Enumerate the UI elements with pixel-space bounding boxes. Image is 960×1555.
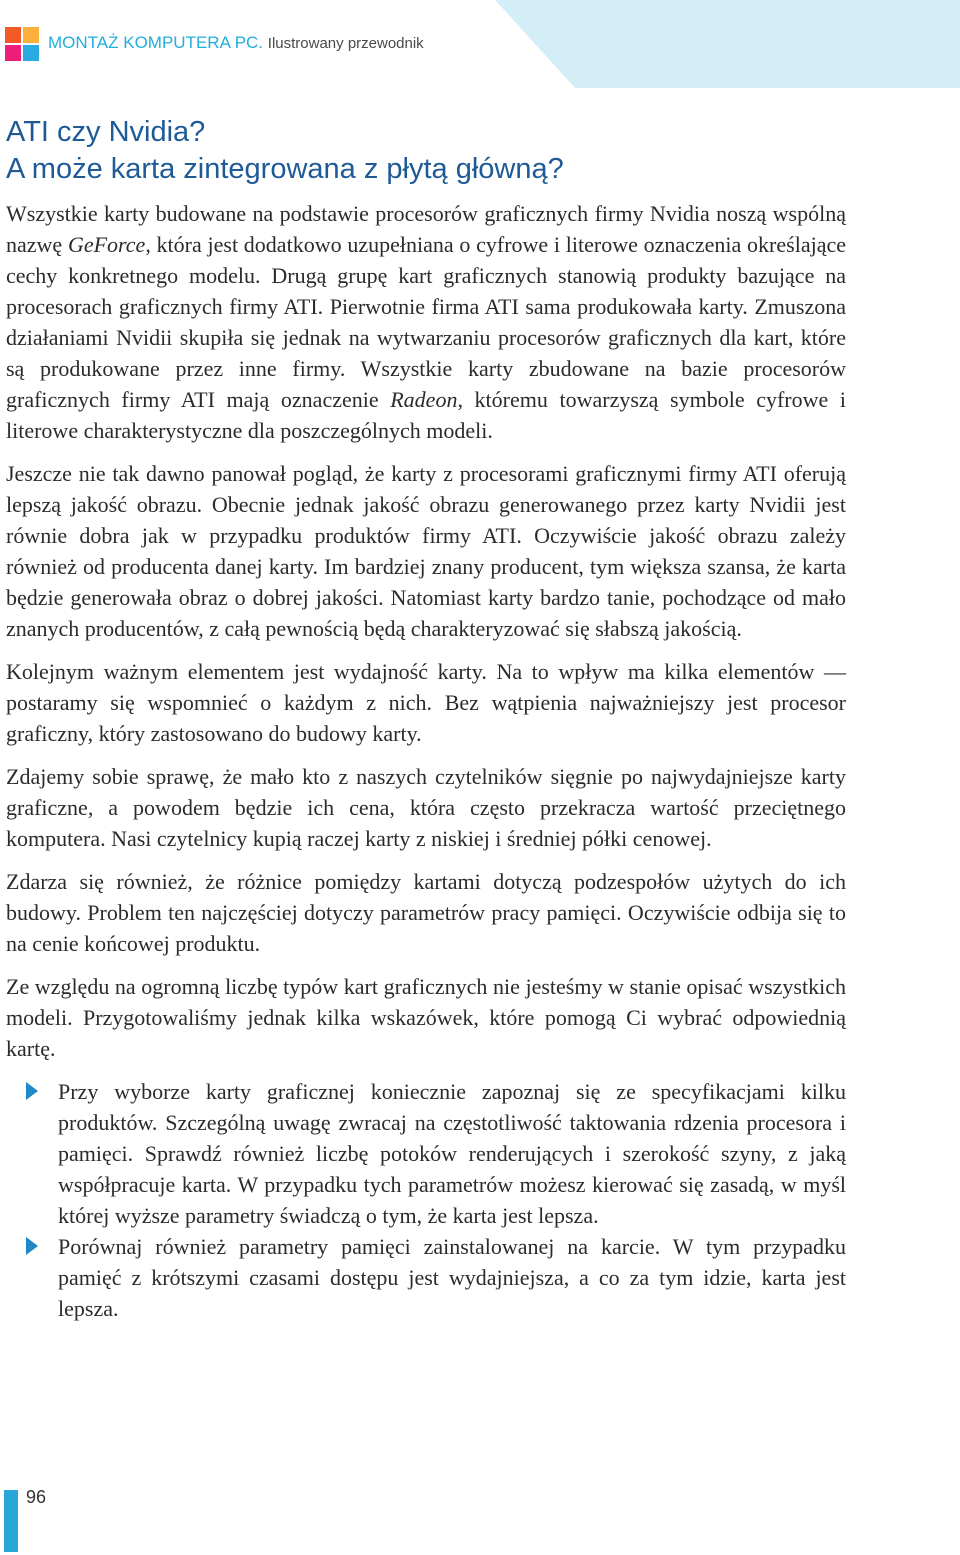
paragraph-3: Kolejnym ważnym elementem jest wydajność karty. Na to wpływ ma kilka elementów — postaramy się wspomnieć o każdym z nich. Bez wątpienia najważniejszy jest procesor graficzny, który zastosowano do budowy karty. [6, 659, 846, 746]
page-header [0, 0, 960, 88]
paragraph-1 [6, 198, 846, 446]
triangle-bullet-icon [26, 1237, 38, 1255]
heading-line-1: ATI czy Nvidia? [6, 116, 206, 148]
section-heading [6, 114, 564, 188]
paragraph-2: Jeszcze nie tak dawno panował pogląd, że karty z procesorami graficznymi firmy ATI oferują lepszą jakość obrazu. Obecnie jednak jakość obrazu generowanego przez karty Nvidii jest równie dobra jak w przypadku produktów firmy ATI. Oczywiście jakość obrazu zależy również od producenta danej karty. Im bardziej znany producent, tym większa szansa, że karta będzie generowała obraz o dobrej jakości. Natomiast karty bardzo tanie, pochodzące od mało znanych producentów, z całą pewnością będą charakteryzować się słabszą jakością. [6, 461, 846, 641]
geforce-term: GeForce [67, 232, 146, 257]
paragraph-4: Zdajemy sobie sprawę, że mało kto z naszych czytelników sięgnie po najwydajniejsze karty graficzne, a powodem będzie ich cena, która często przekracza wartość przeciętnego komputera. Nasi czytelnicy kupią raczej karty z niskiej i średniej półki cenowej. [6, 764, 846, 851]
paragraph-1-text-a: Wszystkie karty budowane na podstawie procesorów graficznych firmy Nvidia noszą wspólną nazwę [6, 201, 846, 257]
tips-list [6, 1076, 846, 1324]
book-title [48, 33, 424, 53]
paragraph-6: Ze względu na ogromną liczbę typów kart graficznych nie jesteśmy w stanie opisać wszystkich modeli. Przygotowaliśmy jednak kilka wskazówek, które pomogą Ci wybrać odpowiednią kartę. [6, 974, 846, 1061]
list-item [6, 1231, 846, 1324]
logo-icon [5, 27, 39, 61]
book-subtitle: Ilustrowany przewodnik [267, 35, 424, 52]
triangle-bullet-icon [26, 1082, 38, 1100]
radeon-term: Radeon [390, 387, 458, 412]
page-number: 96 [26, 1487, 47, 1507]
paragraph-1-text-b: , która jest dodatkowo uzupełniana o cyfrowe i literowe oznaczenia określające cechy konkretnego modelu. Drugą grupę kart graficznych stanowią produkty bazujące na procesorach graficznych firmy ATI. Pierwotnie firma ATI sama produkowała karty. Zmuszona działaniami Nvidii skupiła się jednak na wytwarzaniu procesorów graficznych dla kart, które są produkowane przez inne firmy. Wszystkie karty zbudowane na bazie procesorów graficznych firmy ATI mają oznaczenie [6, 232, 846, 412]
article-body [6, 198, 846, 1324]
paragraph-1-text-c: , któremu towarzyszą symbole cyfrowe i literowe charakterystyczne dla poszczególnych modeli. [6, 387, 847, 443]
list-item-text: Porównaj również parametry pamięci zainstalowanej na karcie. W tym przypadku pamięć z krótszymi czasami dostępu jest wydajniejsza, a co za tym idzie, karta jest lepsza. [58, 1234, 846, 1321]
list-item-text: Przy wyborze karty graficznej koniecznie zapoznaj się ze specyfikacjami kilku produktów. Szczególną uwagę zwracaj na częstotliwość taktowania rdzenia procesora i pamięci. Sprawdź również liczbę potoków renderujących i szerokość szyny, z jaką współpracuje karta. W przypadku tych parametrów możesz kierować się zasadą, w myśl której wyższe parametry świadczą o tym, że karta jest lepsza. [58, 1079, 846, 1228]
list-item [6, 1076, 846, 1231]
heading-line-2: A może karta zintegrowana z płytą główną? [6, 153, 564, 185]
book-title-main: MONTAŻ KOMPUTERA PC. [48, 33, 264, 52]
paragraph-5: Zdarza się również, że różnice pomiędzy kartami dotyczą podzespołów użytych do ich budowy. Problem ten najczęściej dotyczy parametrów pracy pamięci. Oczywiście odbija się to na cenie końcowej produktu. [6, 869, 846, 956]
page-number-bar [4, 1490, 18, 1552]
